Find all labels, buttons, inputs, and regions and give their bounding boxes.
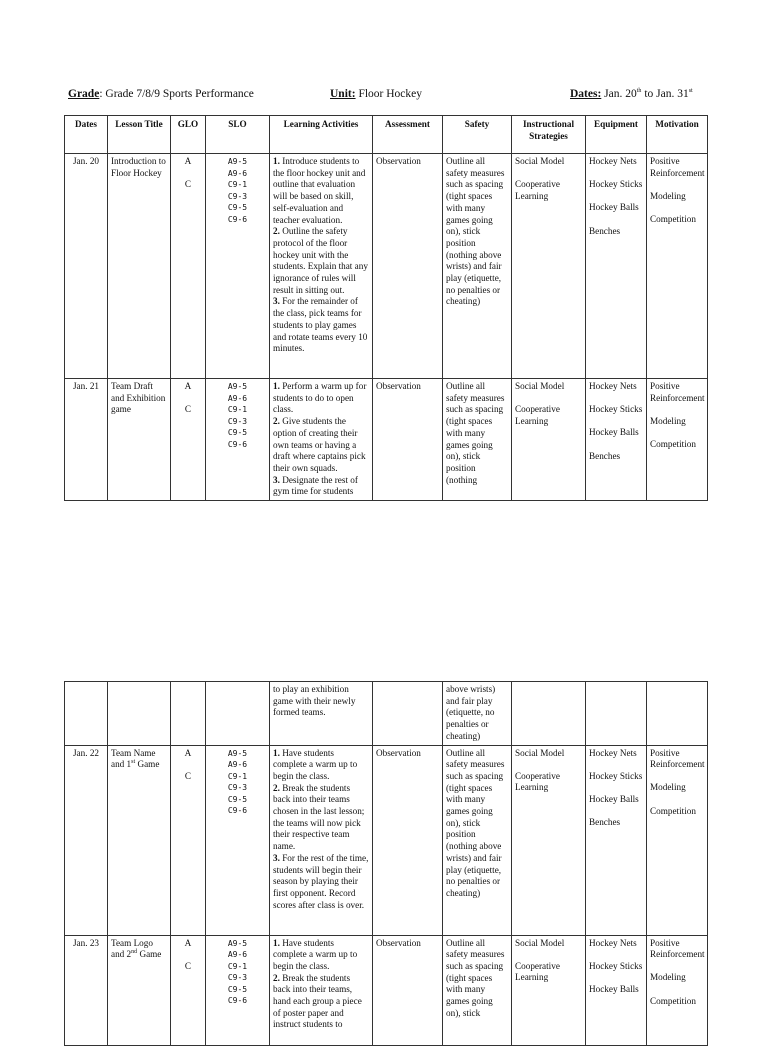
- slo-item: A9-6: [227, 760, 248, 770]
- dates-start-sup: th: [636, 88, 642, 95]
- row-glo: [171, 682, 206, 746]
- lesson-plan-table-continued: [64, 681, 708, 1046]
- activity-number: 2.: [273, 226, 280, 237]
- row-date: Jan. 23: [65, 935, 108, 1045]
- slo-item: A9-6: [227, 950, 248, 960]
- strategy-item: Social Model: [515, 937, 565, 948]
- slo-item: C9-3: [227, 416, 248, 426]
- activity-text: Break the students back into their teams, hand each group a piece of poster paper and instruct students to: [273, 972, 362, 1030]
- dates-end-sup: st: [688, 88, 693, 95]
- motivation-item: Positive Reinforcement: [650, 747, 705, 770]
- slo-item: C9-5: [227, 203, 248, 212]
- motivation-item: Modeling: [650, 972, 686, 983]
- row-assessment: Observation: [373, 935, 443, 1045]
- motivation-item: Modeling: [650, 415, 686, 426]
- equipment-item: Hockey Sticks: [589, 404, 643, 415]
- slo-item: C9-5: [227, 428, 248, 437]
- row-title: Team Draft and Exhibition game: [108, 379, 171, 501]
- col-header: Assessment: [373, 116, 443, 154]
- slo-item: C9-6: [227, 214, 248, 224]
- row-glo: [171, 935, 206, 1045]
- row-safety: Outline all safety measures such as spacing (tight spaces with many games going on), stick position (nothing above wrists) and fair play (etiquette, no penalties or cheating): [443, 154, 512, 379]
- row-activities: [270, 745, 373, 935]
- grade-line: [68, 88, 254, 100]
- activity-item: [273, 973, 369, 1032]
- row-strategies: [512, 682, 586, 746]
- table-row: [65, 935, 708, 1045]
- slo-item: A9-5: [227, 938, 248, 948]
- col-header: GLO: [171, 116, 206, 154]
- row-motivation: [647, 682, 708, 746]
- row-safety: Outline all safety measures such as spacing (tight spaces with many games going on), stick position (nothing above wrists) and fair play (etiquette, no penalties or cheating): [443, 745, 512, 935]
- unit-value: Floor Hockey: [355, 88, 422, 100]
- grade-label: Grade: [68, 88, 100, 100]
- equipment-item: Hockey Balls: [589, 793, 639, 804]
- row-activities: [270, 379, 373, 501]
- motivation-item: Competition: [650, 439, 696, 450]
- row-safety: Outline all safety measures such as spacing (tight spaces with many games going on), stick position (nothing: [443, 379, 512, 501]
- activity-text: For the remainder of the class, pick teams for students to play games and rotate teams every 10 minutes.: [273, 296, 368, 354]
- equipment-item: Hockey Balls: [589, 983, 639, 994]
- lesson-plan-table: [64, 115, 708, 501]
- glo-a: A: [184, 381, 192, 391]
- row-equipment: [586, 745, 647, 935]
- activity-text: Designate the rest of gym time for students: [273, 474, 358, 497]
- col-header: Instructional Strategies: [512, 116, 586, 154]
- equipment-item: Hockey Nets: [589, 156, 637, 166]
- motivation-item: Positive Reinforcement: [650, 156, 705, 178]
- activity-number: 1.: [273, 747, 280, 758]
- col-header: SLO: [206, 116, 270, 154]
- activity-item: [273, 475, 369, 498]
- title-text: Team Name and 1: [111, 747, 156, 770]
- glo-c: C: [184, 960, 192, 971]
- row-assessment: Observation: [373, 379, 443, 501]
- col-header: Safety: [443, 116, 512, 154]
- row-glo: [171, 379, 206, 501]
- activity-item: [273, 748, 369, 783]
- row-slo: [206, 379, 270, 501]
- row-title: Introduction to Floor Hockey: [108, 154, 171, 379]
- activity-text: Give students the option of creating their own teams or having a draft where captains pick their own squads.: [273, 416, 366, 473]
- activity-text: Break the students back into their teams chosen in the last lesson; the teams will now pick their respective team name.: [273, 782, 365, 852]
- row-safety: above wrists) and fair play (etiquette, no penalties or cheating): [443, 682, 512, 746]
- activity-number: 2.: [273, 782, 280, 793]
- equipment-item: Benches: [589, 450, 621, 461]
- grade-value: : Grade 7/8/9 Sports Performance: [99, 88, 254, 100]
- row-equipment: [586, 682, 647, 746]
- activity-number: 3.: [273, 296, 280, 307]
- activity-number: 2.: [273, 972, 280, 983]
- row-motivation: [647, 379, 708, 501]
- row-activities: [270, 154, 373, 379]
- slo-item: C9-1: [227, 961, 248, 971]
- table-row: [65, 379, 708, 501]
- slo-item: C9-5: [227, 794, 248, 804]
- col-header: Learning Activities: [270, 116, 373, 154]
- activity-text: Outline the safety protocol of the floor hockey unit with the students. Explain that any ignorance of rules will result in sitting out.: [273, 226, 368, 295]
- activity-item: [273, 226, 369, 296]
- activity-item: [273, 783, 369, 853]
- row-slo: [206, 154, 270, 379]
- unit-label: Unit:: [330, 88, 356, 100]
- equipment-item: Hockey Balls: [589, 202, 639, 213]
- table-row: [65, 745, 708, 935]
- glo-a: A: [184, 747, 192, 758]
- col-header: Dates: [65, 116, 108, 154]
- equipment-item: Hockey Sticks: [589, 960, 643, 971]
- motivation-item: Positive Reinforcement: [650, 937, 705, 960]
- row-glo: [171, 745, 206, 935]
- activity-text: Introduce students to the floor hockey unit and outline that evaluation will be based on skill, self-evaluation and teacher evaluation.: [273, 156, 366, 225]
- equipment-item: Benches: [589, 817, 621, 828]
- title-text: Game: [135, 759, 160, 770]
- slo-item: C9-3: [227, 973, 248, 983]
- strategy-item: Social Model: [515, 156, 565, 166]
- unit-line: [330, 88, 422, 100]
- activity-item: [273, 381, 369, 416]
- glo-a: A: [184, 937, 192, 948]
- row-slo: [206, 935, 270, 1045]
- row-assessment: Observation: [373, 154, 443, 379]
- equipment-item: Hockey Sticks: [589, 770, 643, 781]
- table-row: [65, 154, 708, 379]
- slo-item: C9-3: [227, 191, 248, 201]
- motivation-item: Competition: [650, 214, 696, 225]
- slo-item: C9-1: [227, 405, 248, 414]
- motivation-item: Competition: [650, 805, 696, 816]
- row-strategies: [512, 154, 586, 379]
- slo-item: C9-1: [227, 180, 248, 189]
- equipment-item: Benches: [589, 225, 621, 236]
- dates-label: Dates:: [570, 88, 602, 100]
- motivation-item: Positive Reinforcement: [650, 381, 705, 403]
- motivation-item: Modeling: [650, 190, 686, 201]
- table-header-row: [65, 116, 708, 154]
- title-text: Team Logo and 2: [111, 937, 153, 960]
- dates-start: Jan. 20: [601, 88, 637, 100]
- row-equipment: [586, 154, 647, 379]
- row-activities: [270, 935, 373, 1045]
- row-motivation: [647, 154, 708, 379]
- slo-item: A9-6: [227, 168, 248, 178]
- title-text: Game: [137, 949, 162, 960]
- equipment-item: Hockey Nets: [589, 381, 637, 391]
- slo-item: C9-1: [227, 771, 248, 781]
- row-strategies: [512, 935, 586, 1045]
- row-motivation: [647, 935, 708, 1045]
- equipment-item: Hockey Balls: [589, 427, 639, 438]
- row-assessment: Observation: [373, 745, 443, 935]
- activity-text: Have students complete a warm up to begin the class.: [273, 937, 358, 971]
- activity-number: 1.: [273, 156, 280, 166]
- row-title: [108, 935, 171, 1045]
- activity-number: 1.: [273, 381, 280, 391]
- row-date: Jan. 20: [65, 154, 108, 379]
- strategy-item: Cooperative Learning: [515, 770, 560, 793]
- activity-item: [273, 853, 369, 912]
- col-header: Motivation: [647, 116, 708, 154]
- slo-item: A9-5: [227, 382, 248, 391]
- row-equipment: [586, 935, 647, 1045]
- slo-item: A9-5: [227, 748, 248, 758]
- row-slo: [206, 682, 270, 746]
- slo-item: C9-5: [227, 984, 248, 994]
- activity-item: [273, 156, 369, 226]
- slo-item: C9-6: [227, 806, 248, 816]
- activity-item: [273, 296, 369, 355]
- activity-number: 2.: [273, 416, 280, 427]
- activity-number: 3.: [273, 474, 280, 485]
- activity-number: 1.: [273, 937, 280, 948]
- activity-text: Have students complete a warm up to begin the class.: [273, 747, 358, 781]
- strategy-item: Cooperative Learning: [515, 404, 560, 426]
- slo-item: C9-6: [227, 996, 248, 1006]
- col-header: Equipment: [586, 116, 647, 154]
- row-date: Jan. 21: [65, 379, 108, 501]
- activity-item: [273, 416, 369, 475]
- row-slo: [206, 745, 270, 935]
- col-header: Lesson Title: [108, 116, 171, 154]
- row-safety: Outline all safety measures such as spacing (tight spaces with many games going on), stick: [443, 935, 512, 1045]
- slo-item: C9-6: [227, 439, 248, 449]
- row-title: [108, 682, 171, 746]
- dates-end: to Jan. 31: [641, 88, 689, 100]
- strategy-item: Social Model: [515, 381, 565, 391]
- slo-item: A9-5: [227, 157, 248, 166]
- row-assessment: [373, 682, 443, 746]
- strategy-item: Cooperative Learning: [515, 960, 560, 983]
- title-sup: nd: [131, 949, 138, 956]
- glo-c: C: [184, 179, 192, 190]
- row-strategies: [512, 379, 586, 501]
- title-sup: st: [131, 759, 136, 766]
- motivation-item: Modeling: [650, 782, 686, 793]
- table-row-continuation: [65, 682, 708, 746]
- slo-item: A9-6: [227, 393, 248, 403]
- equipment-item: Hockey Nets: [589, 937, 637, 948]
- activity-text: For the rest of the time, students will begin their season by playing their first opponent. Record scores after class is over.: [273, 852, 369, 910]
- glo-c: C: [184, 404, 192, 415]
- glo-c: C: [184, 770, 192, 781]
- dates-line: [570, 88, 693, 100]
- slo-item: C9-3: [227, 783, 248, 793]
- strategy-item: Social Model: [515, 747, 565, 758]
- equipment-item: Hockey Sticks: [589, 179, 643, 190]
- activity-number: 3.: [273, 852, 280, 863]
- row-activities: to play an exhibition game with their newly formed teams.: [270, 682, 373, 746]
- row-equipment: [586, 379, 647, 501]
- row-strategies: [512, 745, 586, 935]
- row-date: Jan. 22: [65, 745, 108, 935]
- motivation-item: Competition: [650, 995, 696, 1006]
- activity-text: Perform a warm up for students to do to open class.: [273, 381, 367, 415]
- activity-item: [273, 938, 369, 973]
- row-glo: [171, 154, 206, 379]
- glo-a: A: [184, 156, 192, 166]
- equipment-item: Hockey Nets: [589, 747, 637, 758]
- row-title: [108, 745, 171, 935]
- row-date: [65, 682, 108, 746]
- strategy-item: Cooperative Learning: [515, 179, 560, 201]
- row-motivation: [647, 745, 708, 935]
